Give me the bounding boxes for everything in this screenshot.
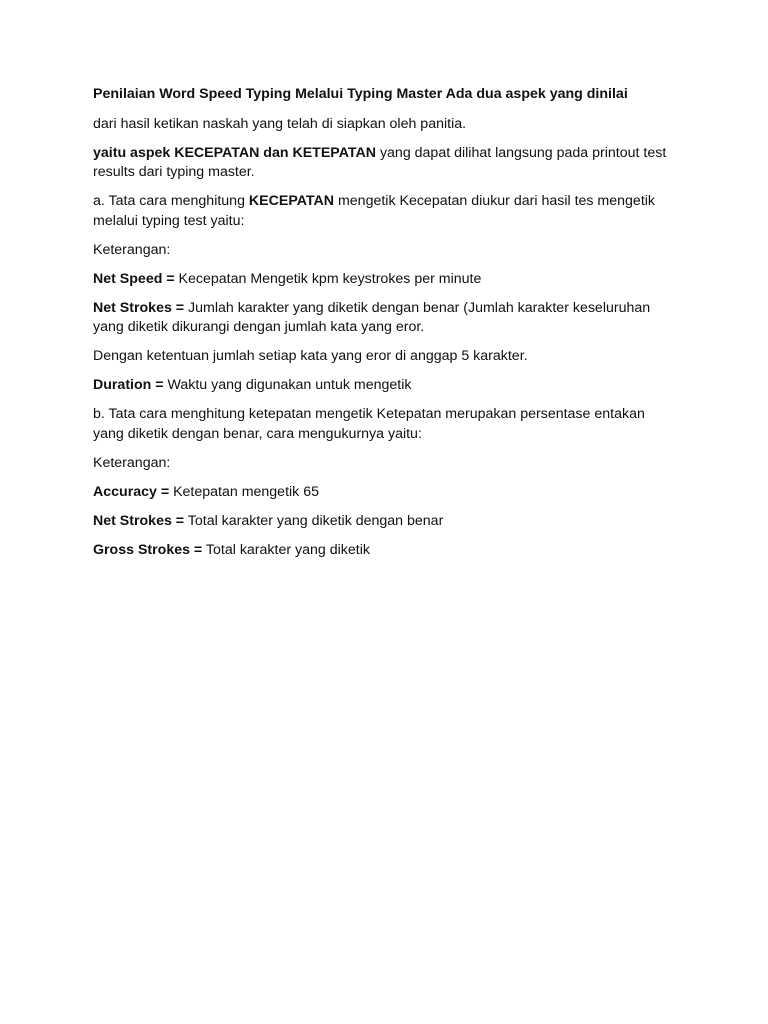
- duration-term: Duration =: [93, 377, 164, 393]
- definition-net-speed: [93, 270, 668, 290]
- definition-accuracy: [93, 483, 668, 503]
- net-speed-desc: Kecepatan Mengetik kpm keystrokes per minute: [174, 270, 482, 287]
- speed-method-after: mengetik Kecepatan diukur dari hasil tes mengetik melalui typing test yaitu:: [93, 193, 656, 229]
- paragraph-error-rule: Dengan ketentuan jumlah setiap kata yang eror di anggap 5 karakter.: [93, 348, 528, 364]
- document-page: [93, 85, 668, 570]
- paragraph-aspects: [93, 144, 668, 183]
- definition-gross-strokes: [93, 541, 668, 561]
- net-strokes-desc-2: Total karakter yang diketik dengan benar: [184, 512, 444, 529]
- net-speed-term: Net Speed =: [93, 270, 175, 287]
- paragraph-speed-method: [93, 192, 668, 231]
- aspects-text: yang dapat dilihat langsung pada printout test results dari typing master.: [93, 144, 667, 180]
- paragraph-keterangan-1: Keterangan:: [93, 241, 171, 258]
- paragraph-keterangan-2: Keterangan:: [93, 454, 171, 471]
- gross-strokes-desc: Total karakter yang diketik: [202, 541, 370, 558]
- net-strokes-desc-1: Jumlah karakter yang diketik dengan benar (Jumlah karakter keseluruhan yang diketik dikurangi dengan jumlah kata yang eror.: [93, 299, 651, 335]
- accuracy-desc: Ketepatan mengetik 65: [169, 483, 319, 500]
- net-strokes-term-2: Net Strokes =: [93, 512, 185, 529]
- net-strokes-term-1: Net Strokes =: [93, 299, 185, 316]
- definition-duration: [93, 376, 668, 396]
- definition-net-strokes-1: [93, 299, 668, 338]
- paragraph-accuracy-method: b. Tata cara menghitung ketepatan mengetik Ketepatan merupakan persentase entakan yang diketik dengan benar, cara mengukurnya yaitu:: [93, 406, 645, 442]
- document-title: Penilaian Word Speed Typing Melalui Typing Master Ada dua aspek yang dinilai: [93, 86, 628, 102]
- speed-method-before: a. Tata cara menghitung: [93, 193, 249, 209]
- definition-net-strokes-2: [93, 512, 668, 532]
- paragraph-intro: dari hasil ketikan naskah yang telah di siapkan oleh panitia.: [93, 115, 467, 132]
- speed-method-bold: KECEPATAN: [248, 193, 335, 209]
- accuracy-term: Accuracy =: [93, 483, 170, 500]
- gross-strokes-term: Gross Strokes =: [93, 541, 203, 558]
- duration-desc: Waktu yang digunakan untuk mengetik: [163, 377, 412, 393]
- aspects-bold: yaitu aspek KECEPATAN dan KETEPATAN: [93, 144, 376, 161]
